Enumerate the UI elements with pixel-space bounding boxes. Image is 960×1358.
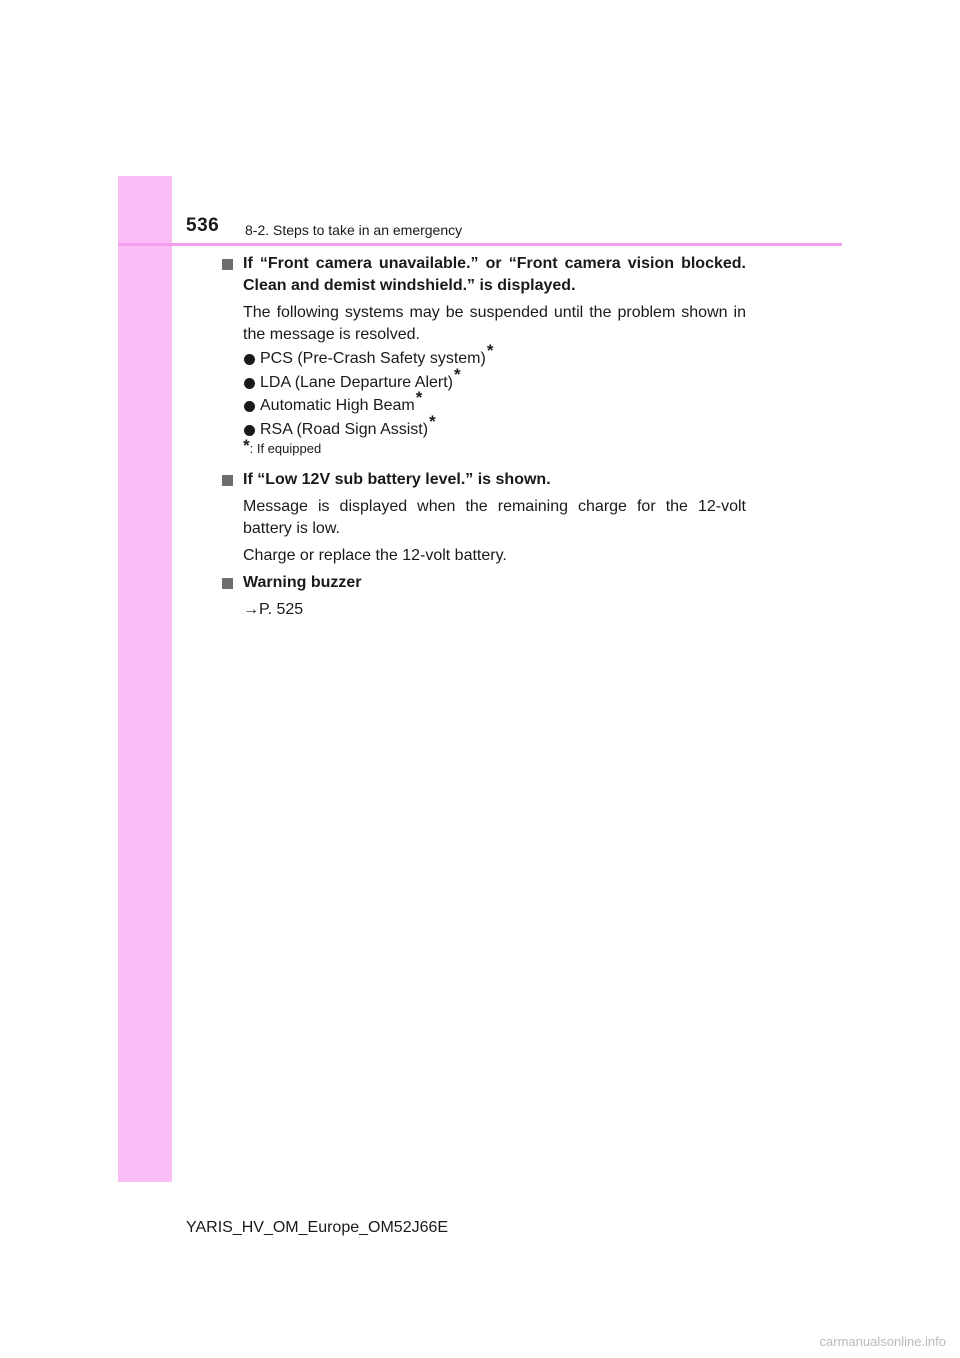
square-bullet-icon: [222, 475, 233, 486]
battery-description: Message is displayed when the remaining charge for the 12-volt battery is low.: [243, 498, 746, 537]
camera-heading: [222, 253, 746, 297]
page-content: [222, 253, 746, 621]
list-item-text: PCS (Pre-Crash Safety system): [260, 350, 486, 367]
asterisk-mark: *: [429, 411, 436, 431]
buzzer-heading-text: Warning buzzer: [243, 574, 362, 591]
list-item-text: Automatic High Beam: [260, 397, 415, 414]
round-bullet-icon: [244, 378, 255, 389]
round-bullet-icon: [244, 354, 255, 365]
footnote-text: : If equipped: [249, 441, 322, 456]
buzzer-block: [222, 572, 746, 621]
round-bullet-icon: [244, 401, 255, 412]
list-item: [243, 411, 746, 442]
section-title: 8-2. Steps to take in an emergency: [245, 222, 463, 238]
battery-message-block: [222, 469, 746, 567]
list-item-text: LDA (Lane Departure Alert): [260, 373, 453, 391]
battery-instruction: Charge or replace the 12-volt battery.: [243, 547, 507, 564]
battery-heading-text: If “Low 12V sub battery level.” is shown.: [243, 471, 551, 488]
pink-sidebar: [118, 176, 172, 1182]
footnote: [243, 436, 746, 457]
page-reference[interactable]: [243, 599, 746, 621]
document-id: YARIS_HV_OM_Europe_OM52J66E: [186, 1219, 449, 1236]
list-item-text: RSA (Road Sign Assist): [260, 420, 429, 438]
camera-intro: The following systems may be suspended until the problem shown in the message is resolved.: [243, 304, 746, 343]
buzzer-heading: [222, 572, 746, 594]
header-rule: [118, 243, 842, 246]
square-bullet-icon: [222, 578, 233, 589]
list-item: [243, 388, 746, 418]
list-item: [243, 364, 746, 395]
asterisk-mark: *: [243, 436, 250, 455]
asterisk-mark: *: [486, 341, 494, 360]
camera-message-block: [222, 253, 746, 457]
round-bullet-icon: [244, 425, 255, 436]
square-bullet-icon: [222, 259, 233, 270]
watermark: carmanualsonline.info: [819, 1334, 946, 1349]
page-reference-text: P. 525: [259, 601, 304, 618]
list-item: [243, 341, 746, 371]
asterisk-mark: *: [454, 364, 461, 384]
arrow-right-icon: →: [243, 601, 259, 618]
camera-heading-text: If “Front camera unavailable.” or “Front camera vision blocked. Clean and demist windshield.” is displayed.: [243, 255, 746, 294]
asterisk-mark: *: [415, 388, 423, 407]
camera-system-list: [243, 341, 746, 441]
battery-heading: [222, 469, 746, 491]
page-number: 536: [186, 215, 220, 236]
